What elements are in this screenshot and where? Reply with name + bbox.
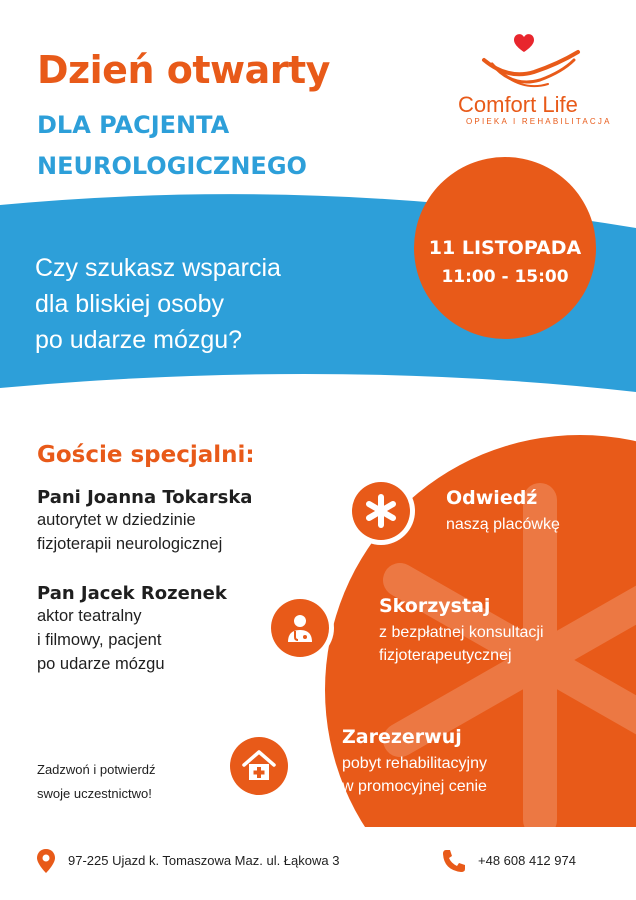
benefit-heading: Zarezerwuj [342, 726, 462, 748]
footer-address: 97-225 Ujazd k. Tomaszowa Maz. ul. Łąkowa 3 [68, 853, 340, 868]
asterisk-icon [363, 493, 399, 529]
benefit-desc: z bezpłatnej konsultacji [379, 624, 544, 641]
guest-desc: fizjoterapii neurologicznej [37, 535, 223, 553]
guest-desc: po udarze mózgu [37, 655, 165, 673]
benefit-icon-badge [347, 477, 415, 545]
page-title: Dzień otwarty [37, 48, 330, 92]
guests-heading: Goście specjalni: [37, 442, 255, 468]
benefit-desc: fizjoterapeutycznej [379, 647, 512, 664]
guest-desc: aktor teatralny [37, 607, 142, 625]
footer-phone[interactable]: +48 608 412 974 [478, 853, 576, 868]
benefit-item [379, 595, 544, 667]
benefit-desc: pobyt rehabilitacyjny [342, 755, 487, 772]
benefit-heading: Skorzystaj [379, 595, 491, 617]
question-line: dla bliskiej osoby [35, 290, 224, 318]
date-badge [414, 157, 596, 339]
guest-name: Pan Jacek Rozenek [37, 583, 227, 604]
rsvp-line: swoje uczestnictwo! [37, 786, 152, 801]
event-time: 11:00 - 15:00 [441, 267, 569, 287]
subtitle-line: NEUROLOGICZNEGO [37, 152, 307, 180]
location-pin-icon [36, 848, 56, 874]
phone-icon [441, 848, 467, 874]
subtitle-line: DLA PACJENTA [37, 111, 230, 139]
guest-item [37, 487, 252, 556]
event-date: 11 LISTOPADA [428, 237, 582, 259]
rsvp-text [37, 758, 156, 806]
guest-desc: i filmowy, pacjent [37, 631, 162, 649]
logo-tagline: OPIEKA I REHABILITACJA [466, 117, 612, 126]
question-line: po udarze mózgu? [35, 326, 243, 354]
benefit-icon-badge [225, 732, 293, 800]
house-plus-icon [241, 748, 277, 784]
question-line: Czy szukasz wsparcia [35, 254, 281, 282]
benefit-desc: w promocyjnej cenie [342, 778, 487, 795]
question-text [35, 250, 281, 358]
doctor-icon [283, 611, 317, 645]
guest-name: Pani Joanna Tokarska [37, 487, 253, 508]
logo-name: Comfort Life [458, 92, 578, 117]
rsvp-line: Zadzwoń i potwierdź [37, 762, 156, 777]
benefit-item [342, 726, 487, 798]
hands-heart-icon [478, 30, 582, 92]
benefit-desc: naszą placówkę [446, 516, 560, 533]
benefit-icon-badge [266, 594, 334, 662]
benefit-heading: Odwiedź [446, 487, 538, 509]
benefit-item [446, 487, 560, 536]
guest-desc: autorytet w dziedzinie [37, 511, 196, 529]
page-subtitle [37, 105, 307, 187]
guest-item [37, 583, 227, 676]
